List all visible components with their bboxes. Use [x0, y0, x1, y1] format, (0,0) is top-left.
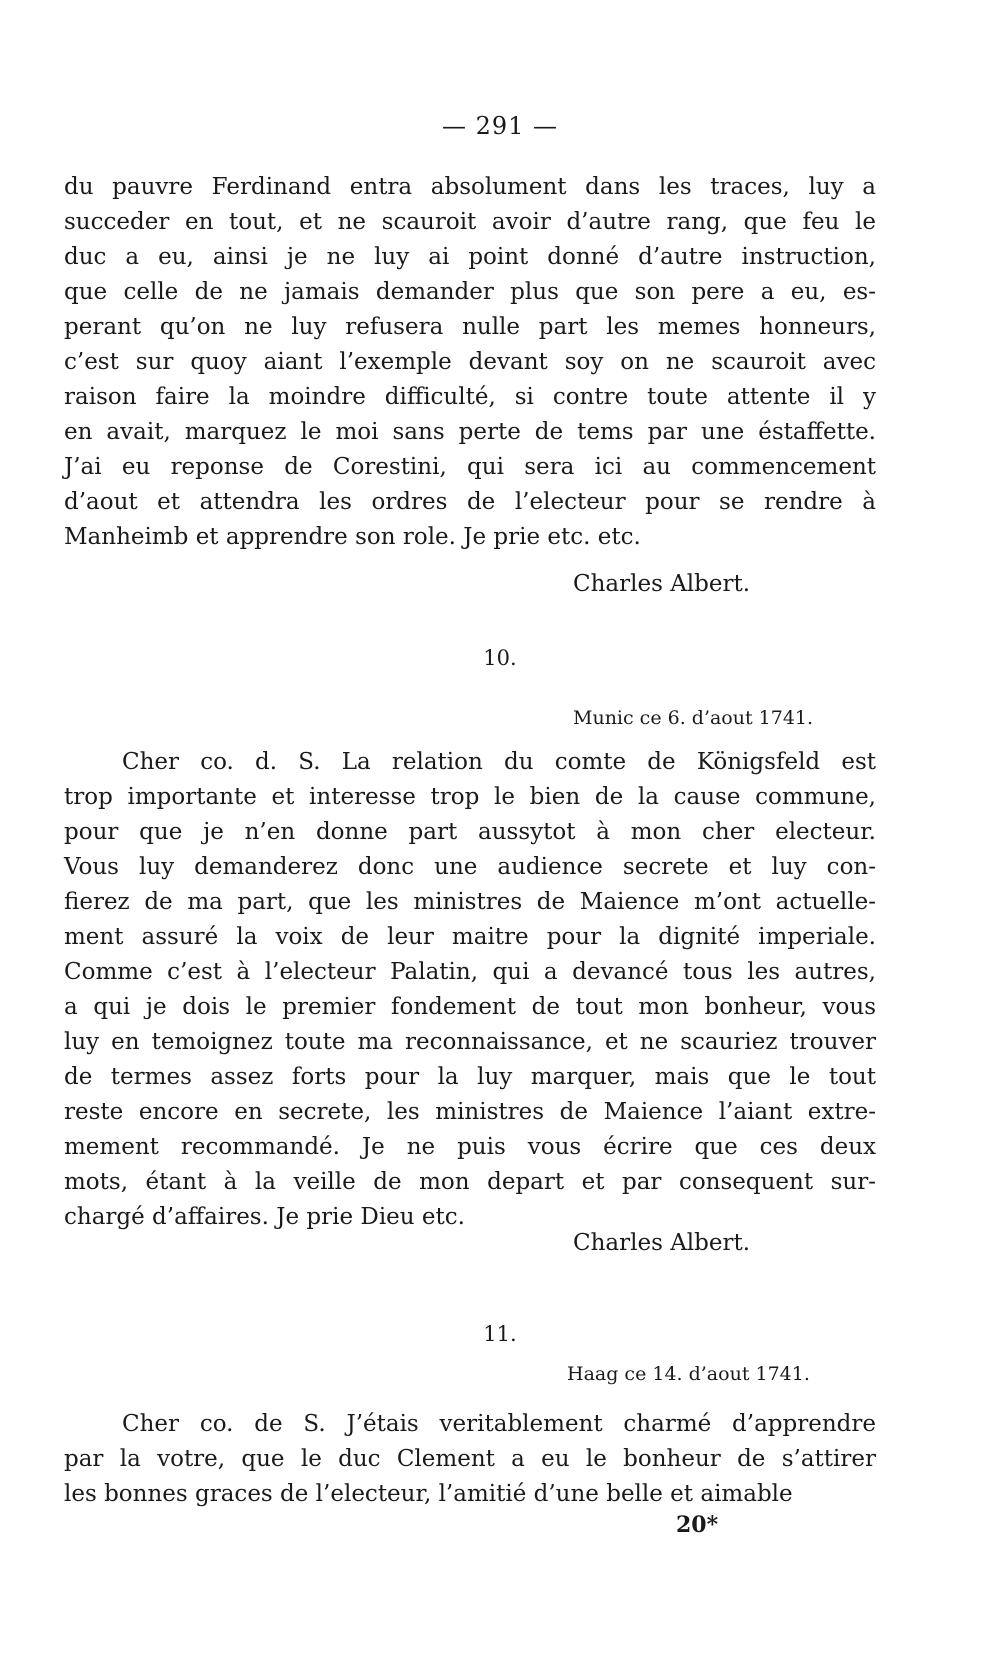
text-line: J’ai eu reponse de Corestini, qui sera ici au commencement [64, 454, 876, 480]
text-line: perant qu’on ne luy refusera nulle part les memes honneurs, [64, 314, 876, 340]
letter-number-10: 10. [483, 646, 517, 670]
continued-letter-text [64, 170, 876, 555]
text-line: Cher co. de S. J’étais veritablement charmé d’apprendre [122, 1411, 876, 1437]
text-line: Cher co. d. S. La relation du comte de Königsfeld est [122, 749, 876, 775]
sheet-signature-mark: 20* [676, 1512, 719, 1538]
text-line: pour que je n’en donne part aussytot à mon cher electeur. [64, 819, 876, 845]
dateline-letter-11: Haag ce 14. d’aout 1741. [567, 1363, 810, 1385]
text-line: reste encore en secrete, les ministres de Maience l’aiant extre- [64, 1099, 876, 1125]
text-line: de termes assez forts pour la luy marquer, mais que le tout [64, 1064, 876, 1090]
page-number: — 291 — [441, 112, 559, 140]
signature-charles-albert-2: Charles Albert. [573, 1230, 751, 1256]
text-line: Vous luy demanderez donc une audience secrete et luy con- [64, 854, 876, 880]
dateline-letter-10: Munic ce 6. d’aout 1741. [573, 707, 814, 729]
letter-10-text [64, 745, 876, 1235]
text-line: les bonnes graces de l’electeur, l’amitié d’une belle et aimable [64, 1481, 793, 1507]
signature-charles-albert-1: Charles Albert. [573, 571, 751, 597]
text-line: Manheimb et apprendre son role. Je prie etc. etc. [64, 524, 641, 550]
text-line: trop importante et interesse trop le bien de la cause commune, [64, 784, 876, 810]
text-line: par la votre, que le duc Clement a eu le bonheur de s’attirer [64, 1446, 876, 1472]
text-line: du pauvre Ferdinand entra absolument dans les traces, luy a [64, 174, 876, 200]
text-line: Comme c’est à l’electeur Palatin, qui a devancé tous les autres, [64, 959, 876, 985]
text-line: chargé d’affaires. Je prie Dieu etc. [64, 1204, 465, 1230]
text-line: ment assuré la voix de leur maitre pour la dignité imperiale. [64, 924, 876, 950]
letter-11-text [64, 1407, 876, 1512]
text-line: fierez de ma part, que les ministres de Maience m’ont actuelle- [64, 889, 876, 915]
text-line: en avait, marquez le moi sans perte de tems par une éstaffette. [64, 419, 876, 445]
text-line: mement recommandé. Je ne puis vous écrire que ces deux [64, 1134, 876, 1160]
text-line: raison faire la moindre difficulté, si contre toute attente il y [64, 384, 876, 410]
text-line: d’aout et attendra les ordres de l’electeur pour se rendre à [64, 489, 876, 515]
letter-number-11: 11. [483, 1322, 517, 1346]
text-line: luy en temoignez toute ma reconnaissance, et ne scauriez trouver [64, 1029, 876, 1055]
text-line: duc a eu, ainsi je ne luy ai point donné d’autre instruction, [64, 244, 876, 270]
text-line: a qui je dois le premier fondement de tout mon bonheur, vous [64, 994, 876, 1020]
text-line: que celle de ne jamais demander plus que son pere a eu, es- [64, 279, 876, 305]
text-line: mots, étant à la veille de mon depart et par consequent sur- [64, 1169, 876, 1195]
text-line: succeder en tout, et ne scauroit avoir d’autre rang, que feu le [64, 209, 876, 235]
text-line: c’est sur quoy aiant l’exemple devant soy on ne scauroit avec [64, 349, 876, 375]
